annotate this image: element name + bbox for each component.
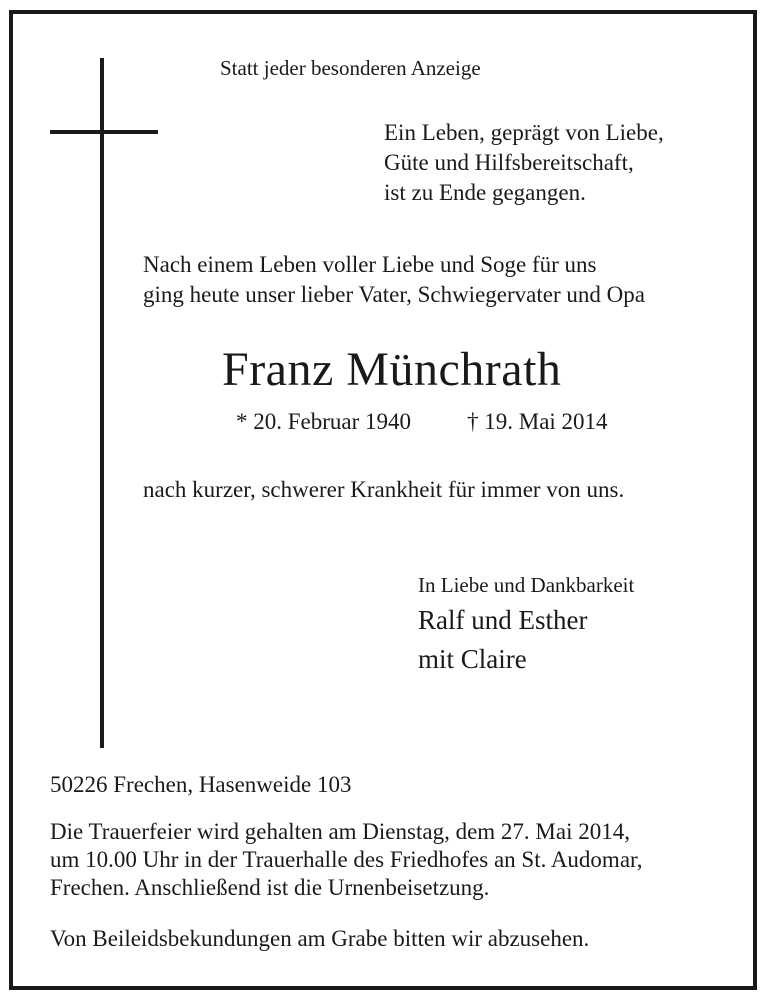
death-date: † 19. Mai 2014	[467, 409, 608, 434]
signature-line: In Liebe und Dankbarkeit	[418, 573, 635, 597]
signature-name: Ralf und Esther	[418, 605, 588, 635]
header-text: Statt jeder besonderen Anzeige	[220, 56, 481, 80]
intro-line: ging heute unser lieber Vater, Schwiegervater und Opa	[143, 282, 645, 307]
funeral-info	[50, 820, 643, 904]
birth-date: * 20. Februar 1940	[236, 409, 412, 434]
intro-block	[143, 253, 645, 313]
funeral-line: um 10.00 Uhr in der Trauerhalle des Friedhofes an St. Audomar,	[50, 847, 643, 872]
quote-block	[384, 121, 664, 211]
cross-icon-vertical	[100, 58, 104, 748]
quote-line: ist zu Ende gegangen.	[384, 180, 586, 205]
cross-icon-horizontal	[50, 130, 158, 134]
funeral-line: Die Trauerfeier wird gehalten am Dienstag, dem 27. Mai 2014,	[50, 819, 630, 844]
intro-line: Nach einem Leben voller Liebe und Soge für uns	[143, 252, 597, 277]
quote-line: Güte und Hilfsbereitschaft,	[384, 150, 634, 175]
closing-text: nach kurzer, schwerer Krankheit für immer von uns.	[143, 477, 625, 502]
deceased-name: Franz Münchrath	[222, 343, 562, 396]
funeral-line: Frechen. Anschließend ist die Urnenbeisetzung.	[50, 875, 490, 900]
signature-name: mit Claire	[418, 644, 527, 674]
condolence-note: Von Beileidsbekundungen am Grabe bitten wir abzusehen.	[50, 926, 590, 951]
address-text: 50226 Frechen, Hasenweide 103	[50, 772, 352, 797]
quote-line: Ein Leben, geprägt von Liebe,	[384, 120, 664, 145]
